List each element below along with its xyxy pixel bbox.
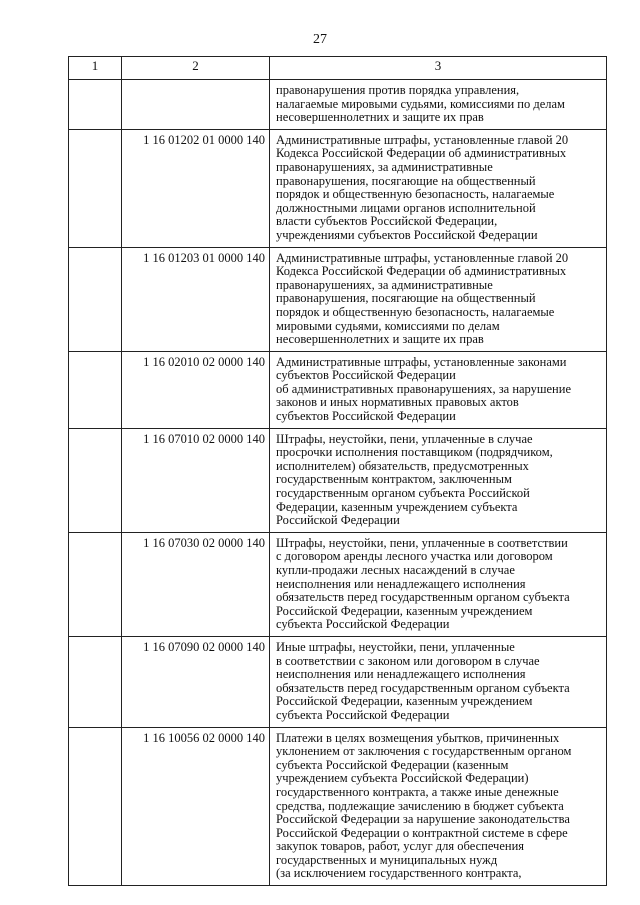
column-header-1: 1 — [69, 57, 122, 80]
column-header-2: 2 — [122, 57, 270, 80]
table-row — [69, 428, 607, 532]
code-description: Иные штрафы, неустойки, пени, уплаченные в соответствии с законом или договором в случае неисполнения или ненадлежащего исполнения обязательств перед государственным органом субъекта Российской Федерации, казенным учреждением субъекта Российской Федерации — [270, 636, 607, 727]
row-number-cell — [69, 80, 122, 130]
table-header-row — [69, 57, 607, 80]
table-row — [69, 129, 607, 247]
classification-code: 1 16 02010 02 0000 140 — [122, 351, 270, 428]
code-description: Штрафы, неустойки, пени, уплаченные в случае просрочки исполнения поставщиком (подрядчиком, исполнителем) обязательств, предусмотренных государственным контрактом, заключенным государственным органом субъекта Российской Федерации, казенным учреждением субъекта Российской Федерации — [270, 428, 607, 532]
code-description: Штрафы, неустойки, пени, уплаченные в соответствии с договором аренды лесного участка или договором купли-продажи лесных насаждений в случае неисполнения или ненадлежащего исполнения обязательств перед государственным органом субъекта Российской Федерации, казенным учреждением субъекта Российской Федерации — [270, 532, 607, 636]
row-number-cell — [69, 351, 122, 428]
code-description: Административные штрафы, установленные главой 20 Кодекса Российской Федерации об административных правонарушениях, за административные правонарушения, посягающие на общественный порядок и общественную безопасность, налагаемые должностными лицами органов исполнительной власти субъектов Российской Федерации, учреждениями субъектов Российской Федерации — [270, 129, 607, 247]
table-row — [69, 532, 607, 636]
column-header-3: 3 — [270, 57, 607, 80]
page-number: 27 — [313, 32, 327, 47]
table-row — [69, 636, 607, 727]
table-row — [69, 727, 607, 886]
code-description: Административные штрафы, установленные главой 20 Кодекса Российской Федерации об административных правонарушениях, за административные правонарушения, посягающие на общественный порядок и общественную безопасность, налагаемые мировыми судьями, комиссиями по делам несовершеннолетних и защите их прав — [270, 247, 607, 351]
row-number-cell — [69, 247, 122, 351]
table-row — [69, 247, 607, 351]
row-number-cell — [69, 129, 122, 247]
classification-code: 1 16 01203 01 0000 140 — [122, 247, 270, 351]
code-description: правонарушения против порядка управления, налагаемые мировыми судьями, комиссиями по делам несовершеннолетних и защите их прав — [270, 80, 607, 130]
table-row — [69, 351, 607, 428]
row-number-cell — [69, 428, 122, 532]
classification-code — [122, 80, 270, 130]
table-row — [69, 80, 607, 130]
classification-code: 1 16 07030 02 0000 140 — [122, 532, 270, 636]
classification-code: 1 16 01202 01 0000 140 — [122, 129, 270, 247]
classification-code: 1 16 07010 02 0000 140 — [122, 428, 270, 532]
row-number-cell — [69, 727, 122, 886]
code-description: Платежи в целях возмещения убытков, причиненных уклонением от заключения с государственным органом субъекта Российской Федерации (казенным учреждением субъекта Российской Федерации) государственного контракта, а также иные денежные средства, подлежащие зачислению в бюджет субъекта Российской Федерации за нарушение законодательства Российской Федерации о контрактной системе в сфере закупок товаров, работ, услуг для обеспечения государственных и муниципальных нужд (за исключением государственного контракта, — [270, 727, 607, 886]
row-number-cell — [69, 532, 122, 636]
classification-code: 1 16 10056 02 0000 140 — [122, 727, 270, 886]
row-number-cell — [69, 636, 122, 727]
code-description: Административные штрафы, установленные законами субъектов Российской Федерации об административных правонарушениях, за нарушение законов и иных нормативных правовых актов субъектов Российской Федерации — [270, 351, 607, 428]
classification-code: 1 16 07090 02 0000 140 — [122, 636, 270, 727]
classification-table — [68, 56, 607, 886]
